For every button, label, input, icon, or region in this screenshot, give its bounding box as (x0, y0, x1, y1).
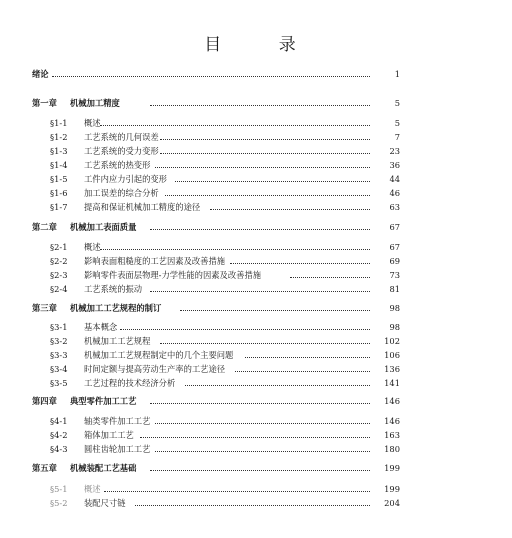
section-number: §5-2 (50, 498, 68, 508)
toc-section-3-5[interactable] (0, 376, 512, 390)
dot-leader (150, 104, 390, 106)
toc-page-number: 141 (370, 376, 400, 390)
section-number: §4-1 (50, 416, 68, 426)
dot-leader (104, 490, 390, 492)
section-title: 轴类零件加工工艺 (84, 416, 151, 426)
section-number: §5-1 (50, 484, 68, 494)
toc-section-1-6[interactable] (0, 186, 512, 200)
toc-page-number: 46 (370, 186, 400, 200)
section-title: 工艺系统的振动 (84, 284, 143, 294)
toc-chapter-3[interactable] (0, 301, 512, 315)
toc-chapter-5[interactable] (0, 461, 512, 475)
toc-section-4-2[interactable] (0, 428, 512, 442)
toc-entry-intro[interactable] (0, 67, 512, 81)
toc-page-number: 81 (370, 282, 400, 296)
dot-leader (160, 342, 390, 344)
toc-page-number: 67 (370, 220, 400, 234)
toc-page-number: 204 (370, 496, 400, 510)
toc-section-3-2[interactable] (0, 334, 512, 348)
toc-section-2-3[interactable] (0, 268, 512, 282)
toc-page-number: 44 (370, 172, 400, 186)
section-number: §4-2 (50, 430, 68, 440)
section-title: 提高和保证机械加工精度的途径 (84, 202, 201, 212)
section-title: 机械加工工艺规程制定中的几个主要问题 (84, 350, 234, 360)
toc-page-number: 199 (370, 461, 400, 475)
section-title: 机械加工工艺规程 (84, 336, 151, 346)
toc-page-number: 146 (370, 394, 400, 408)
dot-leader (155, 450, 390, 452)
toc-chapter-1[interactable] (0, 96, 512, 110)
toc-section-5-2[interactable] (0, 496, 512, 510)
section-title: 加工误差的综合分析 (84, 188, 159, 198)
dot-leader (155, 166, 390, 168)
toc-page-number: 163 (370, 428, 400, 442)
toc-page-number: 5 (370, 116, 400, 130)
toc-page-number: 136 (370, 362, 400, 376)
section-title: 工艺过程的技术经济分析 (84, 378, 176, 388)
toc-section-1-3[interactable] (0, 144, 512, 158)
dot-leader (155, 422, 390, 424)
toc-section-2-1[interactable] (0, 240, 512, 254)
toc-page-number: 180 (370, 442, 400, 456)
section-number: §1-6 (50, 188, 68, 198)
chapter-title: 机械加工表面质量 (70, 222, 137, 232)
section-number: §3-3 (50, 350, 68, 360)
chapter-number: 第四章 (32, 396, 57, 406)
toc-section-3-4[interactable] (0, 362, 512, 376)
chapter-number: 第一章 (32, 98, 57, 108)
section-title: 装配尺寸链 (84, 498, 126, 508)
section-number: §3-5 (50, 378, 68, 388)
toc-page-number: 199 (370, 482, 400, 496)
section-number: §2-2 (50, 256, 68, 266)
section-title: 基本概念 (84, 322, 118, 332)
dot-leader (120, 328, 390, 330)
chapter-number: 第五章 (32, 463, 57, 473)
toc-page-number: 146 (370, 414, 400, 428)
dot-leader (180, 309, 390, 311)
section-number: §4-3 (50, 444, 68, 454)
chapter-title: 典型零件加工工艺 (70, 396, 137, 406)
toc-page-number: 98 (370, 301, 400, 315)
section-number: §3-1 (50, 322, 68, 332)
dot-leader (150, 290, 390, 292)
toc-section-1-7[interactable] (0, 200, 512, 214)
toc-page-number: 7 (370, 130, 400, 144)
section-number: §2-3 (50, 270, 68, 280)
toc-section-2-2[interactable] (0, 254, 512, 268)
section-number: §1-3 (50, 146, 68, 156)
section-title: 影响零件表面层物理-力学性能的因素及改善措施 (84, 270, 262, 280)
dot-leader (210, 208, 390, 210)
dot-leader (135, 504, 390, 506)
dot-leader (245, 356, 390, 358)
section-title: 概述 (84, 484, 101, 494)
dot-leader (185, 384, 390, 386)
toc-section-2-4[interactable] (0, 282, 512, 296)
dot-leader (160, 152, 390, 154)
toc-page-number: 102 (370, 334, 400, 348)
toc-page-number: 36 (370, 158, 400, 172)
section-title: 圆柱齿轮加工工艺 (84, 444, 151, 454)
chapter-title: 机械加工工艺规程的制订 (70, 303, 162, 313)
dot-leader (150, 228, 390, 230)
dot-leader (150, 469, 390, 471)
toc-chapter-4[interactable] (0, 394, 512, 408)
toc-page-number: 106 (370, 348, 400, 362)
toc-section-3-3[interactable] (0, 348, 512, 362)
section-title: 概述 (84, 118, 101, 128)
section-title: 箱体加工工艺 (84, 430, 134, 440)
toc-section-4-1[interactable] (0, 414, 512, 428)
dot-leader (52, 75, 390, 77)
dot-leader (175, 180, 390, 182)
dot-leader (150, 402, 390, 404)
toc-page-number: 63 (370, 200, 400, 214)
toc-page-number: 5 (370, 96, 400, 110)
toc-page-number: 69 (370, 254, 400, 268)
toc-entry-label: 绪论 (32, 69, 49, 79)
section-number: §3-4 (50, 364, 68, 374)
section-title: 工艺系统的几何误差 (84, 132, 159, 142)
toc-section-1-4[interactable] (0, 158, 512, 172)
toc-page-number: 98 (370, 320, 400, 334)
section-title: 概述 (84, 242, 101, 252)
toc-page-number: 1 (370, 67, 400, 81)
section-number: §1-7 (50, 202, 68, 212)
section-number: §1-5 (50, 174, 68, 184)
section-title: 工艺系统的热变形 (84, 160, 151, 170)
section-number: §1-2 (50, 132, 68, 142)
dot-leader (140, 436, 390, 438)
dot-leader (230, 262, 390, 264)
dot-leader (235, 370, 390, 372)
chapter-number: 第二章 (32, 222, 57, 232)
chapter-number: 第三章 (32, 303, 57, 313)
toc-section-1-2[interactable] (0, 130, 512, 144)
dot-leader (100, 124, 390, 126)
toc-page-number: 67 (370, 240, 400, 254)
toc-chapter-2[interactable] (0, 220, 512, 234)
dot-leader (100, 248, 390, 250)
section-number: §3-2 (50, 336, 68, 346)
section-number: §1-1 (50, 118, 68, 128)
section-number: §2-1 (50, 242, 68, 252)
page-title: 目 录 (204, 35, 322, 55)
section-title: 工艺系统的受力变形 (84, 146, 159, 156)
dot-leader (165, 194, 390, 196)
toc-page-number: 23 (370, 144, 400, 158)
section-title: 时间定额与提高劳动生产率的工艺途径 (84, 364, 226, 374)
section-number: §2-4 (50, 284, 68, 294)
toc-section-4-3[interactable] (0, 442, 512, 456)
toc-page-number: 73 (370, 268, 400, 282)
chapter-title: 机械加工精度 (70, 98, 120, 108)
section-title: 工件内应力引起的变形 (84, 174, 167, 184)
chapter-title: 机械装配工艺基础 (70, 463, 137, 473)
toc-section-5-1[interactable] (0, 482, 512, 496)
toc-section-3-1[interactable] (0, 320, 512, 334)
toc-section-1-5[interactable] (0, 172, 512, 186)
toc-section-1-1[interactable] (0, 116, 512, 130)
dot-leader (160, 138, 390, 140)
section-title: 影响表面粗糙度的工艺因素及改善措施 (84, 256, 226, 266)
section-number: §1-4 (50, 160, 68, 170)
